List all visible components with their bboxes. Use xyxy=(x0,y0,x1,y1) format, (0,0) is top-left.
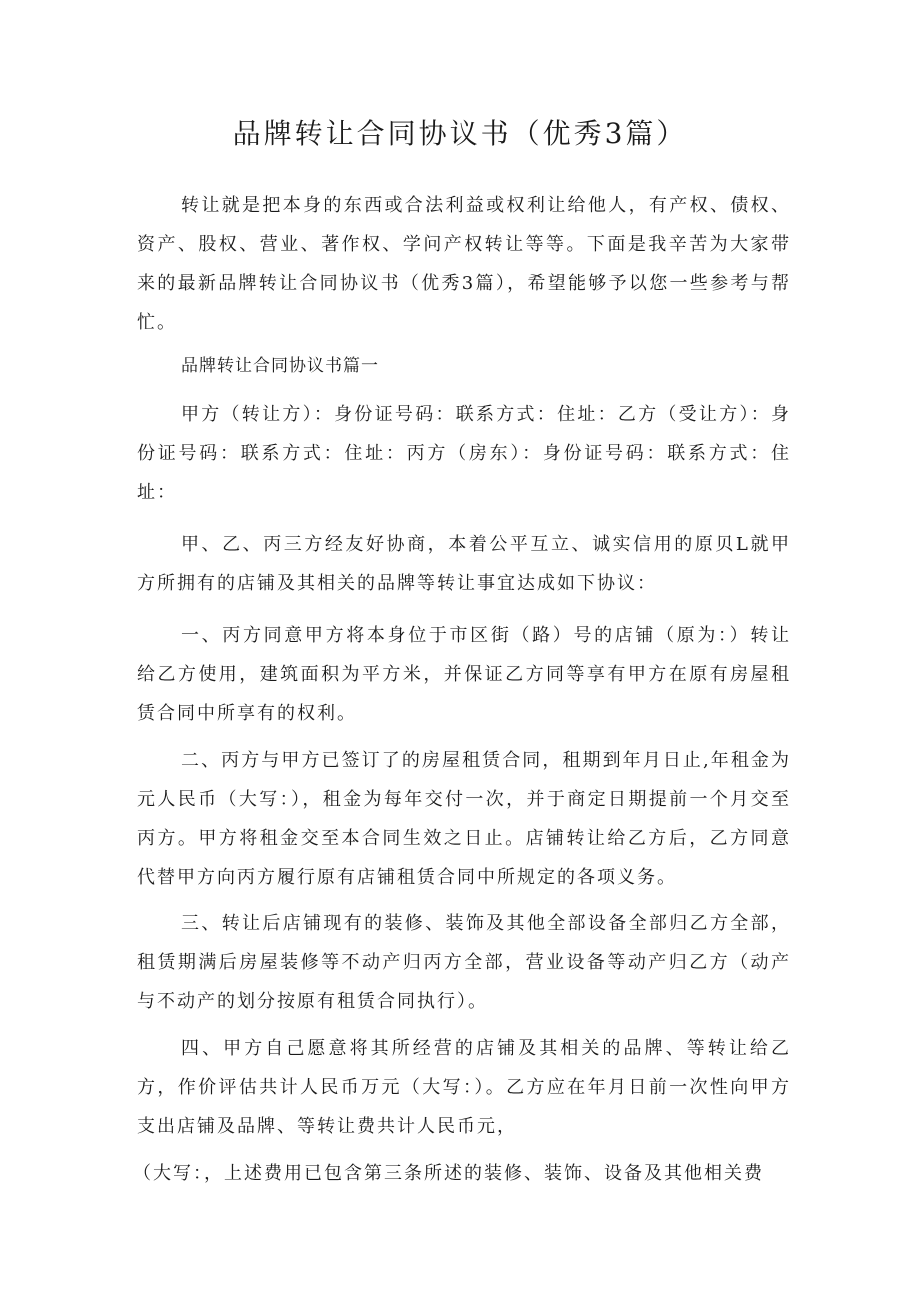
document-title: 品牌转让合同协议书（优秀3篇） xyxy=(232,117,688,150)
clause-3-paragraph: 三、转让后店铺现有的装修、装饰及其他全部设备全部归乙方全部，租赁期满后房屋装修等不动产归丙方全部，营业设备等动产归乙方（动产与不动产的划分按原有租赁合同执行）。 xyxy=(137,913,791,1012)
clause-4-paragraph: 四、甲方自己愿意将其所经营的店铺及其相关的品牌、等转让给乙方，作价评估共计人民币万元（大写：）。乙方应在年月日前一次性向甲方支出店铺及品牌、等转让费共计人民币元， xyxy=(137,1038,791,1137)
section-heading: 品牌转让合同协议书篇一 xyxy=(181,356,379,376)
parties-paragraph: 甲方（转让方）：身份证号码：联系方式：住址：乙方（受让方）：身份证号码：联系方式：住址：丙方（房东）：身份证号码：联系方式：住址： xyxy=(137,404,791,503)
clause-4-continuation: （大写：，上述费用已包含第三条所述的装修、装饰、设备及其他相关费 xyxy=(133,1163,764,1184)
preamble-paragraph: 甲、乙、丙三方经友好协商，本着公平互立、诚实信用的原贝L就甲方所拥有的店铺及其相关的品牌等转让事宜达成如下协议： xyxy=(137,534,791,594)
clause-1-paragraph: 一、丙方同意甲方将本身位于市区街（路）号的店铺（原为：）转让给乙方使用，建筑面积为平方米，并保证乙方同等享有甲方在原有房屋租赁合同中所享有的权利。 xyxy=(137,625,791,724)
clause-2-paragraph: 二、丙方与甲方已签订了的房屋租赁合同，租期到年月日止,年租金为元人民币（大写：），租金为每年交付一次，并于商定日期提前一个月交至丙方。甲方将租金交至本合同生效之日止。店铺转让给乙方后，乙方同意代替甲方向丙方履行原有店铺租赁合同中所规定的各项义务。 xyxy=(137,750,791,888)
intro-paragraph: 转让就是把本身的东西或合法利益或权利让给他人，有产权、债权、资产、股权、营业、著作权、学问产权转让等等。下面是我辛苦为大家带来的最新品牌转让合同协议书（优秀3篇），希望能够予以您一些参考与帮忙。 xyxy=(137,195,791,333)
